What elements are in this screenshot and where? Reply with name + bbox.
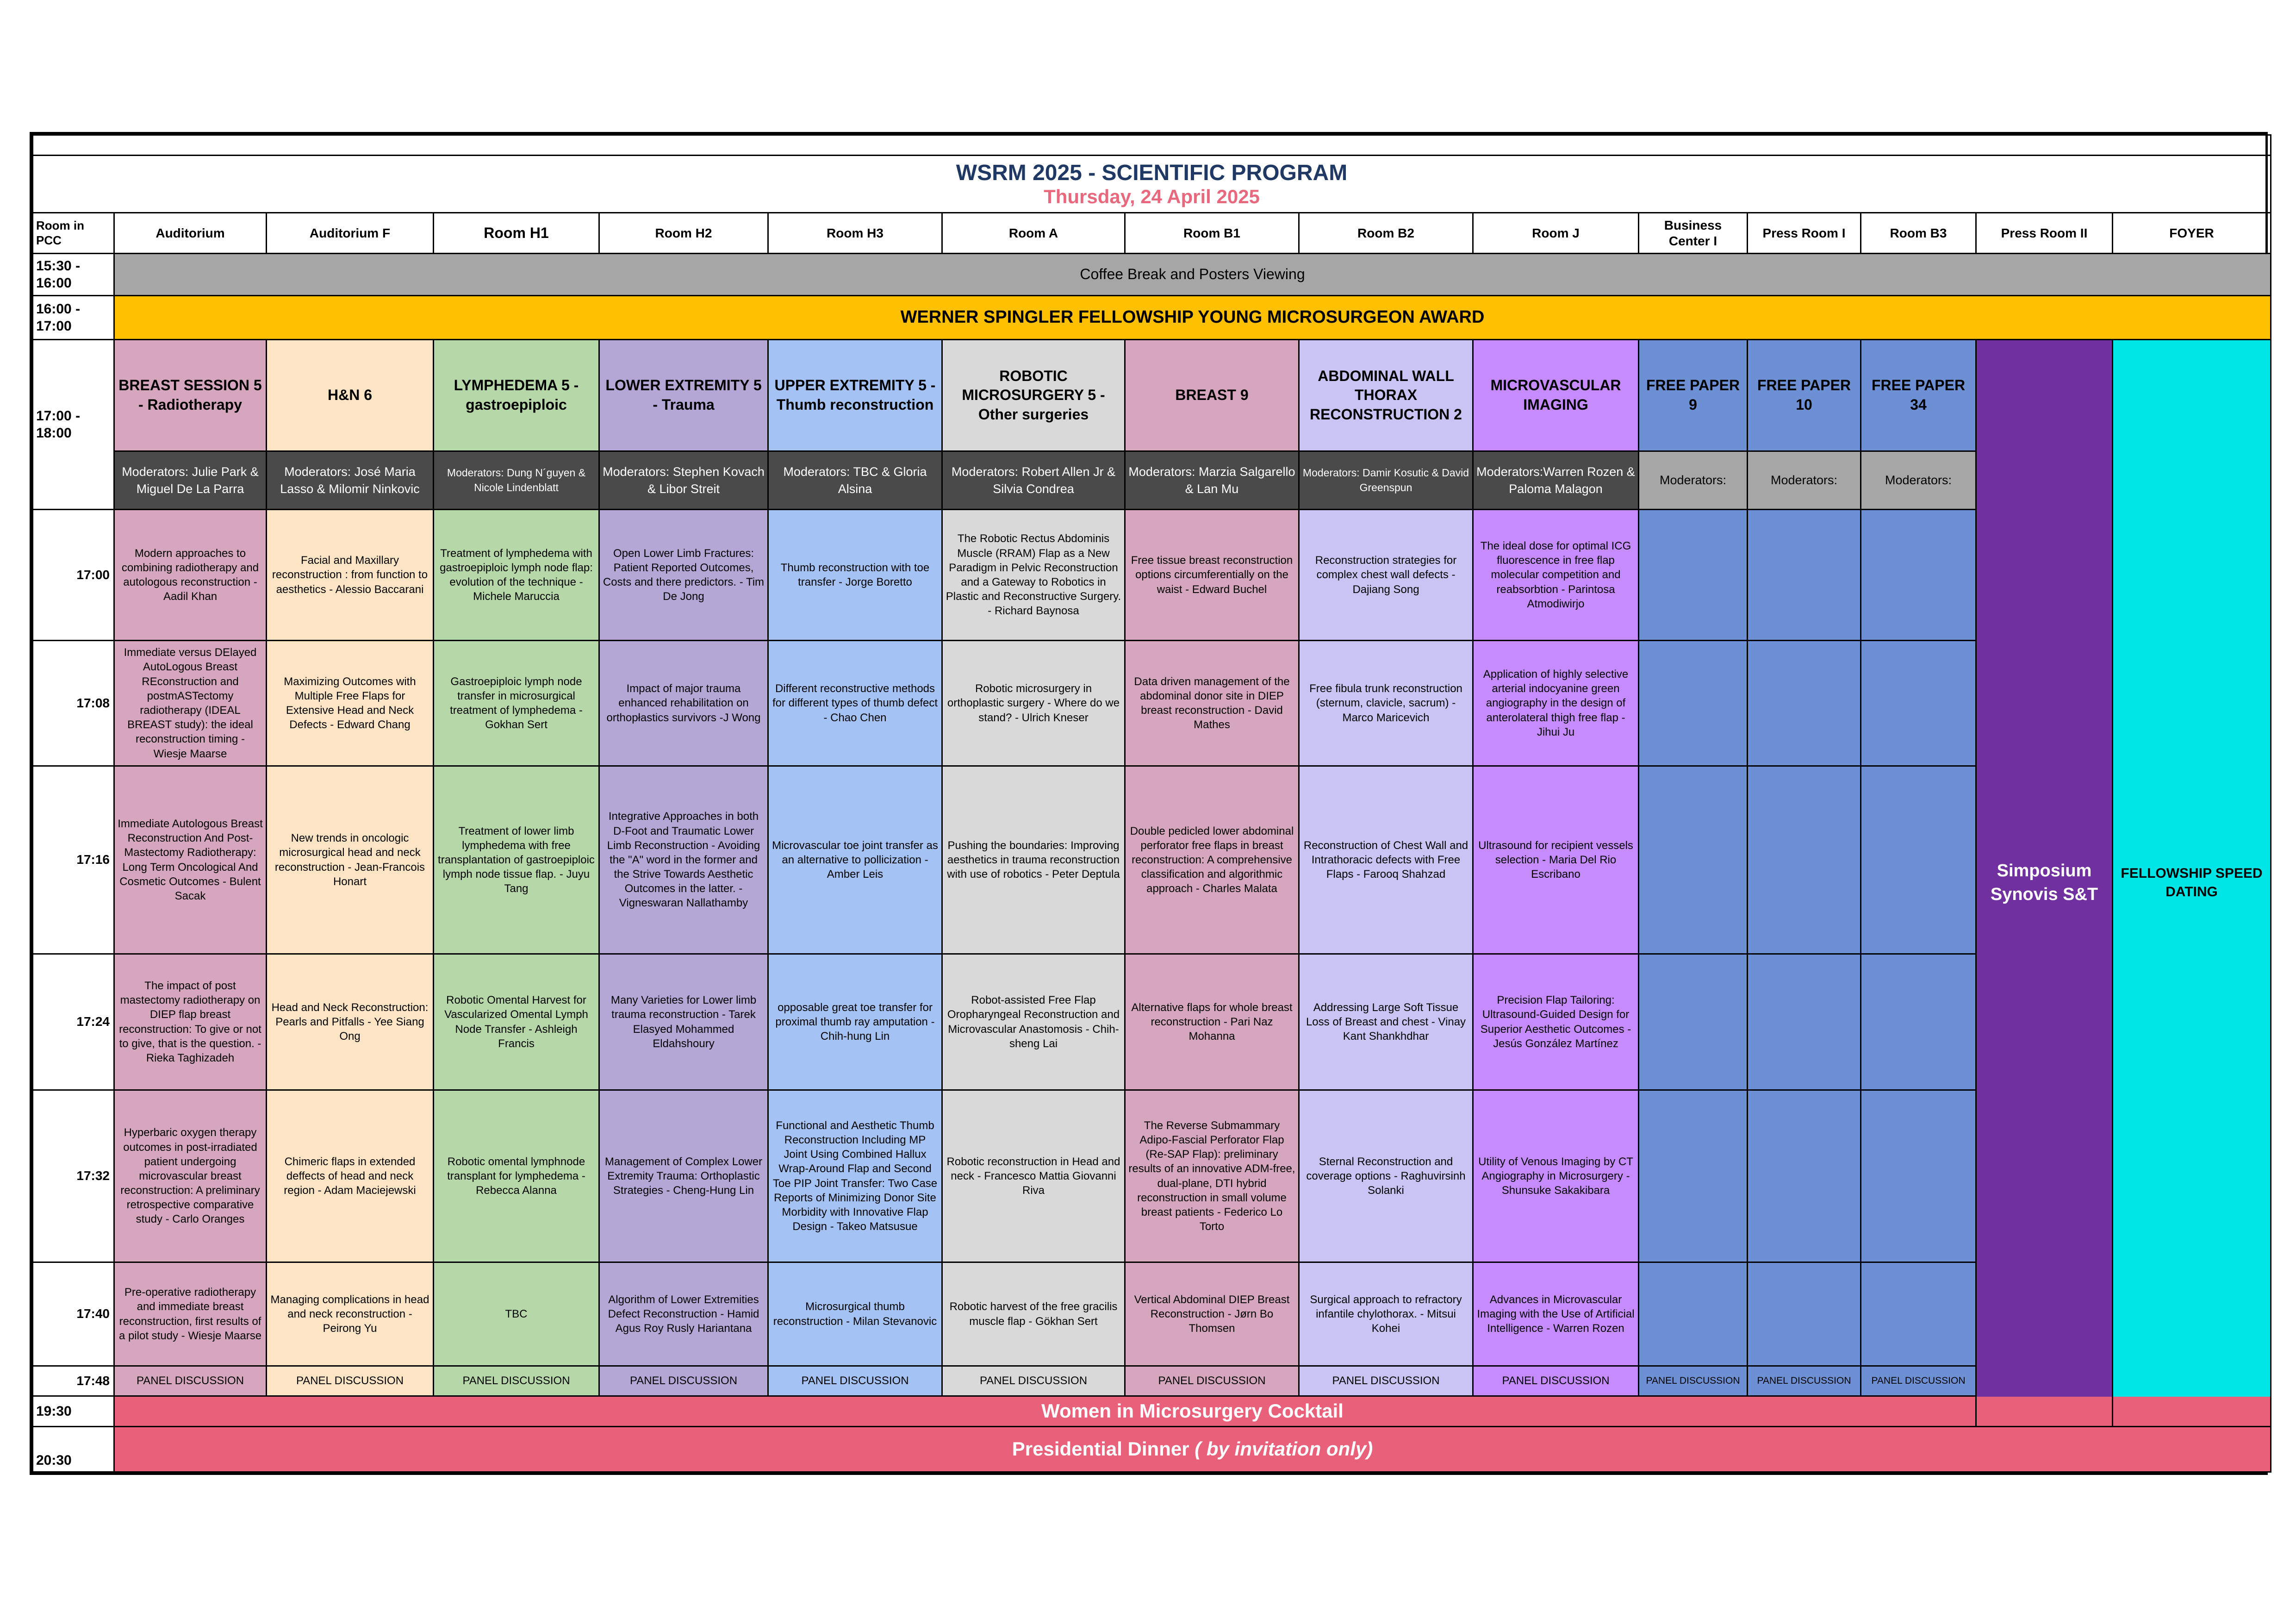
session-abdominal-wall: ABDOMINAL WALL THORAX RECONSTRUCTION 2 [1299, 340, 1473, 451]
coffee-row [33, 254, 2271, 296]
free-paper-slot [1639, 954, 1748, 1090]
talk-time: 17:40 [33, 1262, 114, 1366]
room-b3: Room B3 [1861, 213, 1976, 254]
talk-cell: Robotic reconstruction in Head and neck - Francesco Mattia Giovanni Riva [942, 1090, 1125, 1262]
talk-cell: Chimeric flaps in extended deffects of head and neck region - Adam Maciejewski [267, 1090, 434, 1262]
session-breast-9: BREAST 9 [1125, 340, 1299, 451]
moderators-cell: Moderators: Damir Kosutic & David Greenspun [1299, 451, 1473, 510]
room-press-room-1: Press Room I [1748, 213, 1861, 254]
moderators-cell: Moderators: Stephen Kovach & Libor Streit [599, 451, 768, 510]
room-auditorium-f: Auditorium F [267, 213, 434, 254]
talk-cell: Immediate versus DElayed AutoLogous Breast REconstruction and postmASTectomy radiotherapy (IDEAL BREAST study): the ideal reconstruction timing - Wiesje Maarse [114, 641, 267, 766]
free-paper-slot [1861, 766, 1976, 954]
talk-row [33, 641, 2271, 766]
dinner-event [114, 1426, 2271, 1472]
moderators-cell: Moderators: [1748, 451, 1861, 510]
free-paper-slot [1748, 510, 1861, 641]
room-h3: Room H3 [768, 213, 942, 254]
panel-discussion: PANEL DISCUSSION [1125, 1366, 1299, 1396]
talk-cell: Pushing the boundaries: Improving aesthetics in trauma reconstruction with use of robotics - Peter Deptula [942, 766, 1125, 954]
session-free-paper-34: FREE PAPER 34 [1861, 340, 1976, 451]
session-hn-6: H&N 6 [267, 340, 434, 451]
room-b2: Room B2 [1299, 213, 1473, 254]
talk-cell: Immediate Autologous Breast Reconstruction And Post-Mastectomy Radiotherapy: Long Term Oncological And Cosmetic Outcomes - Bulent Sacak [114, 766, 267, 954]
award-row [33, 296, 2271, 340]
free-paper-slot [1861, 1262, 1976, 1366]
room-press-room-2: Press Room II [1976, 213, 2113, 254]
room-h2: Room H2 [599, 213, 768, 254]
talk-row [33, 510, 2271, 641]
talk-cell: Application of highly selective arterial indocyanine green angiography in the design of anterolateral thigh free flap - Jihui Ju [1473, 641, 1639, 766]
talk-cell: Double pedicled lower abdominal perforator free flaps in breast reconstruction: A comprehensive classification and algorithmic approach - Charles Malata [1125, 766, 1299, 954]
panel-discussion: PANEL DISCUSSION [1861, 1366, 1976, 1396]
talk-cell: Head and Neck Reconstruction: Pearls and Pitfalls - Yee Siang Ong [267, 954, 434, 1090]
talk-row [33, 1090, 2271, 1262]
talk-cell: Microvascular toe joint transfer as an alternative to pollicization - Amber Leis [768, 766, 942, 954]
talk-cell: Free fibula trunk reconstruction (sternum, clavicle, sacrum) - Marco Maricevich [1299, 641, 1473, 766]
panel-discussion: PANEL DISCUSSION [1748, 1366, 1861, 1396]
talk-time: 17:08 [33, 641, 114, 766]
moderators-cell: Moderators:Warren Rozen & Paloma Malagon [1473, 451, 1639, 510]
free-paper-slot [1748, 954, 1861, 1090]
award-session: WERNER SPINGLER FELLOWSHIP YOUNG MICROSURGEON AWARD [114, 296, 2271, 340]
moderators-cell: Moderators: [1861, 451, 1976, 510]
cocktail-event: Women in Microsurgery Cocktail [114, 1396, 2271, 1427]
talk-cell: New trends in oncologic microsurgical head and neck reconstruction - Jean-Francois Honart [267, 766, 434, 954]
talk-cell: Gastroepiploic lymph node transfer in microsurgical treatment of lymphedema - Gokhan Sert [434, 641, 599, 766]
talk-cell: Surgical approach to refractory infantile chylothorax. - Mitsui Kohei [1299, 1262, 1473, 1366]
free-paper-slot [1639, 1090, 1748, 1262]
moderators-cell: Moderators: Robert Allen Jr & Silvia Condrea [942, 451, 1125, 510]
talk-time: 17:32 [33, 1090, 114, 1262]
talk-cell: Treatment of lymphedema with gastroepiploic lymph node flap: evolution of the technique - Michele Maruccia [434, 510, 599, 641]
room-header-row [33, 213, 2271, 254]
talk-cell: The ideal dose for optimal ICG fluorescence in free flap molecular competition and reabsorbtion - Parintosa Atmodiwirjo [1473, 510, 1639, 641]
talk-cell: Precision Flap Tailoring: Ultrasound-Guided Design for Superior Aesthetic Outcomes - Jesús González Martínez [1473, 954, 1639, 1090]
room-header-label: Room in PCC [33, 213, 114, 254]
talk-cell: Hyperbaric oxygen therapy outcomes in post-irradiated patient undergoing microvascular breast reconstruction: A preliminary retrospective comparative study - Carlo Oranges [114, 1090, 267, 1262]
free-paper-slot [1639, 1262, 1748, 1366]
talk-cell: Algorithm of Lower Extremities Defect Reconstruction - Hamid Agus Roy Rusly Hariantana [599, 1262, 768, 1366]
moderators-cell: Moderators: José Maria Lasso & Milomir Ninkovic [267, 451, 434, 510]
program-sheet [30, 132, 2268, 1475]
program-table [32, 134, 2271, 1473]
room-auditorium: Auditorium [114, 213, 267, 254]
panel-discussion: PANEL DISCUSSION [1639, 1366, 1748, 1396]
session-free-paper-10: FREE PAPER 10 [1748, 340, 1861, 451]
title-row [33, 156, 2271, 213]
panel-discussion: PANEL DISCUSSION [1473, 1366, 1639, 1396]
talk-cell: The impact of post mastectomy radiotherapy on DIEP flap breast reconstruction: To give or not to give, that is the question. - Rieka Taghizadeh [114, 954, 267, 1090]
talk-row [33, 1262, 2271, 1366]
talk-cell: Functional and Aesthetic Thumb Reconstruction Including MP Joint Using Combined Hallux Wrap-Around Flap and Second Toe PIP Joint Transfer: Two Case Reports of Minimizing Donor Site Morbidity with Innovative Flap Design - Takeo Matsusue [768, 1090, 942, 1262]
talk-cell: Facial and Maxillary reconstruction : from function to aesthetics - Alessio Baccarani [267, 510, 434, 641]
dinner-note: ( by invitation only) [1195, 1437, 1373, 1460]
dinner-time: 20:30 [33, 1426, 114, 1472]
panel-row [33, 1366, 2271, 1396]
award-time: 16:00 - 17:00 [33, 296, 114, 340]
talk-row [33, 954, 2271, 1090]
talk-time: 17:24 [33, 954, 114, 1090]
free-paper-slot [1639, 766, 1748, 954]
room-b1: Room B1 [1125, 213, 1299, 254]
talk-time: 17:16 [33, 766, 114, 954]
panel-discussion: PANEL DISCUSSION [599, 1366, 768, 1396]
talk-cell: Data driven management of the abdominal donor site in DIEP breast reconstruction - David Mathes [1125, 641, 1299, 766]
moderators-cell: Moderators: TBC & Gloria Alsina [768, 451, 942, 510]
talk-cell: Different reconstructive methods for different types of thumb defect - Chao Chen [768, 641, 942, 766]
session-upper-extremity-5: UPPER EXTREMITY 5 - Thumb reconstruction [768, 340, 942, 451]
room-a: Room A [942, 213, 1125, 254]
room-h1: Room H1 [434, 213, 599, 254]
panel-discussion: PANEL DISCUSSION [1299, 1366, 1473, 1396]
moderators-cell: Moderators: Marzia Salgarello & Lan Mu [1125, 451, 1299, 510]
talk-cell: Robotic omental lymphnode transplant for lymphedema - Rebecca Alanna [434, 1090, 599, 1262]
coffee-break: Coffee Break and Posters Viewing [114, 254, 2271, 296]
session-lymphedema-5: LYMPHEDEMA 5 - gastroepiploic [434, 340, 599, 451]
talk-cell: Robotic microsurgery in orthoplastic surgery - Where do we stand? - Ulrich Kneser [942, 641, 1125, 766]
dinner-label: Presidential Dinner [1012, 1437, 1189, 1460]
talk-cell: Microsurgical thumb reconstruction - Milan Stevanovic [768, 1262, 942, 1366]
talk-cell: Ultrasound for recipient vessels selection - Maria Del Rio Escribano [1473, 766, 1639, 954]
talk-cell: Robot-assisted Free Flap Oropharyngeal Reconstruction and Microvascular Anastomosis - Chih-sheng Lai [942, 954, 1125, 1090]
talk-cell: TBC [434, 1262, 599, 1366]
talk-cell: Reconstruction of Chest Wall and Intrathoracic defects with Free Flaps - Farooq Shahzad [1299, 766, 1473, 954]
talk-cell: Integrative Approaches in both D-Foot and Traumatic Lower Limb Reconstruction - Avoiding the "A" word in the former and the Strive Towards Aesthetic Outcomes in the latter. - Vigneswaran Nallathamby [599, 766, 768, 954]
talk-cell: Addressing Large Soft Tissue Loss of Breast and chest - Vinay Kant Shankhdhar [1299, 954, 1473, 1090]
talk-cell: The Robotic Rectus Abdominis Muscle (RRAM) Flap as a New Paradigm in Pelvic Reconstruction and a Gateway to Robotics in Plastic and Reconstructive Surgery. - Richard Baynosa [942, 510, 1125, 641]
talk-row [33, 766, 2271, 954]
talk-cell: Pre-operative radiotherapy and immediate breast reconstruction, first results of a pilot study - Wiesje Maarse [114, 1262, 267, 1366]
free-paper-slot [1861, 954, 1976, 1090]
free-paper-slot [1861, 1090, 1976, 1262]
session-microvascular-imaging: MICROVASCULAR IMAGING [1473, 340, 1639, 451]
free-paper-slot [1748, 1090, 1861, 1262]
cocktail-time: 19:30 [33, 1396, 114, 1427]
talk-cell: Free tissue breast reconstruction options circumferentially on the waist - Edward Buchel [1125, 510, 1299, 641]
talk-cell: Robotic harvest of the free gracilis muscle flap - Gökhan Sert [942, 1262, 1125, 1366]
room-foyer: FOYER [2113, 213, 2271, 254]
talk-cell: Sternal Reconstruction and coverage options - Raghuvirsinh Solanki [1299, 1090, 1473, 1262]
talk-cell: Reconstruction strategies for complex chest wall defects - Dajiang Song [1299, 510, 1473, 641]
session-breast-5: BREAST SESSION 5 - Radiotherapy [114, 340, 267, 451]
free-paper-slot [1639, 641, 1748, 766]
talk-cell: Impact of major trauma enhanced rehabilitation on orthopłastics survivors -J Wong [599, 641, 768, 766]
talk-cell: Managing complications in head and neck reconstruction - Peirong Yu [267, 1262, 434, 1366]
symposium-synovis: Simposium Synovis S&T [1976, 340, 2113, 1427]
blank-row [33, 135, 2271, 156]
talk-cell: The Reverse Submammary Adipo-Fascial Perforator Flap (Re-SAP Flap): preliminary results of an innovative ADM-free, dual-plane, DTI hybrid reconstruction in small volume breast patients - Federico Lo Torto [1125, 1090, 1299, 1262]
free-paper-slot [1748, 766, 1861, 954]
free-paper-slot [1861, 641, 1976, 766]
moderators-row [33, 451, 2271, 510]
free-paper-slot [1639, 510, 1748, 641]
program-date: Thursday, 24 April 2025 [1044, 185, 1260, 207]
session-lower-extremity-5: LOWER EXTREMITY 5 - Trauma [599, 340, 768, 451]
free-paper-slot [1861, 510, 1976, 641]
panel-discussion: PANEL DISCUSSION [267, 1366, 434, 1396]
session-time: 17:00 - 18:00 [33, 340, 114, 510]
talk-cell: Vertical Abdominal DIEP Breast Reconstruction - Jørn Bo Thomsen [1125, 1262, 1299, 1366]
talk-cell: opposable great toe transfer for proximal thumb ray amputation - Chih-hung Lin [768, 954, 942, 1090]
program-title: WSRM 2025 - SCIENTIFIC PROGRAM [956, 160, 1348, 185]
title-cell [33, 156, 2271, 213]
session-free-paper-9: FREE PAPER 9 [1639, 340, 1748, 451]
talk-cell: Open Lower Limb Fractures: Patient Reported Outcomes, Costs and there predictors. - Tim De Jong [599, 510, 768, 641]
talk-cell: Maximizing Outcomes with Multiple Free Flaps for Extensive Head and Neck Defects - Edward Chang [267, 641, 434, 766]
free-paper-slot [1748, 1262, 1861, 1366]
room-j: Room J [1473, 213, 1639, 254]
room-business-center: Business Center I [1639, 213, 1748, 254]
session-title-row [33, 340, 2271, 451]
moderators-cell: Moderators: Dung N´guyen & Nicole Lindenblatt [434, 451, 599, 510]
panel-discussion: PANEL DISCUSSION [434, 1366, 599, 1396]
moderators-cell: Moderators: Julie Park & Miguel De La Parra [114, 451, 267, 510]
talk-cell: Management of Complex Lower Extremity Trauma: Orthoplastic Strategies - Cheng-Hung Lin [599, 1090, 768, 1262]
talk-cell: Modern approaches to combining radiotherapy and autologous reconstruction - Aadil Khan [114, 510, 267, 641]
talk-cell: Advances in Microvascular Imaging with the Use of Artificial Intelligence - Warren Rozen [1473, 1262, 1639, 1366]
cocktail-row [33, 1396, 2271, 1427]
talk-cell: Utility of Venous Imaging by CT Angiography in Microsurgery - Shunsuke Sakakibara [1473, 1090, 1639, 1262]
moderators-cell: Moderators: [1639, 451, 1748, 510]
panel-discussion: PANEL DISCUSSION [768, 1366, 942, 1396]
talk-cell: Robotic Omental Harvest for Vascularized Omental Lymph Node Transfer - Ashleigh Francis [434, 954, 599, 1090]
dinner-row [33, 1426, 2271, 1472]
panel-time: 17:48 [33, 1366, 114, 1396]
free-paper-slot [1748, 641, 1861, 766]
session-robotic-5: ROBOTIC MICROSURGERY 5 - Other surgeries [942, 340, 1125, 451]
talk-cell: Many Varieties for Lower limb trauma reconstruction - Tarek Elasyed Mohammed Eldahshoury [599, 954, 768, 1090]
talk-time: 17:00 [33, 510, 114, 641]
fellowship-speed-dating: FELLOWSHIP SPEED DATING [2113, 340, 2271, 1427]
talk-cell: Alternative flaps for whole breast reconstruction - Pari Naz Mohanna [1125, 954, 1299, 1090]
talk-cell: Treatment of lower limb lymphedema with free transplantation of gastroepiploic lymph node tissue flap. - Juyu Tang [434, 766, 599, 954]
talk-cell: Thumb reconstruction with toe transfer - Jorge Boretto [768, 510, 942, 641]
panel-discussion: PANEL DISCUSSION [114, 1366, 267, 1396]
coffee-time: 15:30 - 16:00 [33, 254, 114, 296]
panel-discussion: PANEL DISCUSSION [942, 1366, 1125, 1396]
